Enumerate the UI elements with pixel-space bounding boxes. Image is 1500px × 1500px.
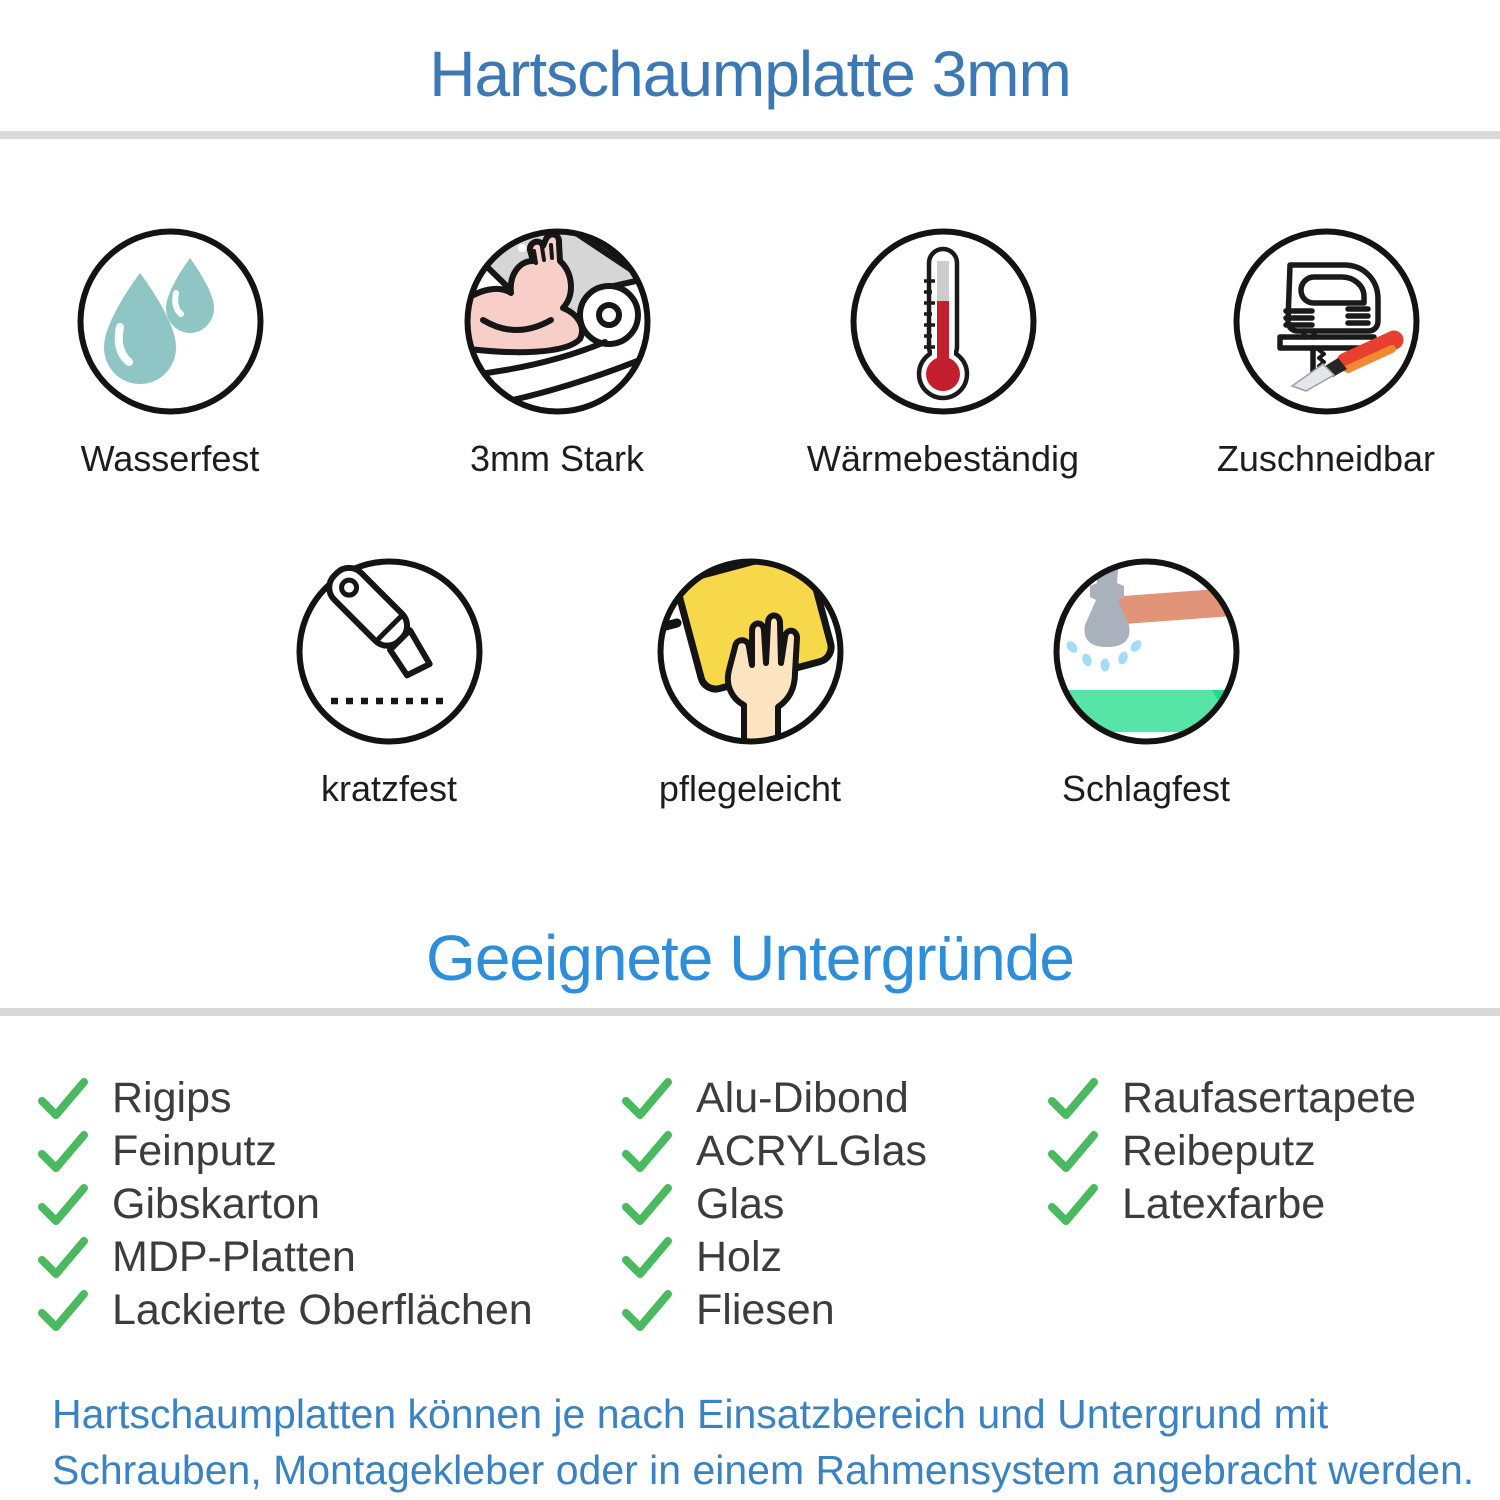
list-item bbox=[622, 1178, 927, 1231]
list-item bbox=[622, 1125, 927, 1178]
check-icon bbox=[38, 1183, 88, 1227]
list-item bbox=[622, 1072, 927, 1125]
substrates-column-1 bbox=[38, 1072, 533, 1337]
feature-waermebestaendig bbox=[793, 223, 1093, 480]
list-item-label: Holz bbox=[696, 1233, 783, 1281]
list-item bbox=[38, 1284, 533, 1337]
feature-zuschneidbar bbox=[1176, 223, 1476, 480]
feature-label: Wasserfest bbox=[80, 438, 260, 479]
mounting-note-line2: Schrauben, Montagekleber oder in einem Rahmensystem angebracht werden. bbox=[52, 1447, 1475, 1493]
check-icon bbox=[38, 1289, 88, 1333]
list-item-label: Glas bbox=[696, 1180, 785, 1228]
check-icon bbox=[1048, 1130, 1098, 1174]
list-item bbox=[622, 1231, 927, 1284]
feature-wasserfest bbox=[20, 223, 320, 480]
list-item-label: Lackierte Oberflächen bbox=[112, 1286, 533, 1334]
feature-label: kratzfest bbox=[320, 768, 458, 809]
feature-kratzfest bbox=[239, 553, 539, 810]
water-drops-icon bbox=[72, 223, 269, 420]
check-icon bbox=[38, 1130, 88, 1174]
mounting-note-line1: Hartschaumplatten können je nach Einsatzbereich und Untergrund mit bbox=[52, 1391, 1329, 1437]
divider-bottom bbox=[0, 1008, 1500, 1016]
jigsaw-cutter-icon bbox=[1228, 223, 1425, 420]
check-icon bbox=[622, 1289, 672, 1333]
list-item-label: Reibeputz bbox=[1122, 1127, 1316, 1175]
substrates-column-3 bbox=[1048, 1072, 1416, 1231]
substrates-column-2 bbox=[622, 1072, 927, 1337]
list-item-label: Fliesen bbox=[696, 1286, 835, 1334]
feature-label: Zuschneidbar bbox=[1216, 438, 1436, 479]
page-title: Hartschaumplatte 3mm bbox=[429, 38, 1071, 110]
check-icon bbox=[622, 1077, 672, 1121]
feature-label: pflegeleicht bbox=[658, 768, 842, 809]
list-item bbox=[1048, 1072, 1416, 1125]
feature-label: Schlagfest bbox=[1061, 768, 1231, 809]
feature-schlagfest bbox=[996, 553, 1296, 810]
list-item-label: Gibskarton bbox=[112, 1180, 320, 1228]
muscle-arm-icon bbox=[459, 223, 656, 420]
check-icon bbox=[38, 1077, 88, 1121]
list-item bbox=[1048, 1125, 1416, 1178]
list-item-label: Alu-Dibond bbox=[696, 1074, 909, 1122]
section-title-untergruende: Geeignete Untergründe bbox=[426, 922, 1074, 994]
list-item bbox=[38, 1125, 533, 1178]
feature-pflegeleicht bbox=[600, 553, 900, 810]
utility-knife-icon bbox=[291, 553, 488, 750]
feature-label: Wärmebeständig bbox=[806, 438, 1080, 479]
check-icon bbox=[622, 1236, 672, 1280]
list-item-label: Raufasertapete bbox=[1122, 1074, 1417, 1122]
list-item bbox=[622, 1284, 927, 1337]
mounting-note bbox=[52, 1386, 1482, 1498]
hammer-impact-icon bbox=[1048, 553, 1245, 750]
list-item-label: Rigips bbox=[112, 1074, 232, 1122]
check-icon bbox=[38, 1236, 88, 1280]
cleaning-hand-icon bbox=[652, 553, 849, 750]
divider-top bbox=[0, 131, 1500, 139]
list-item bbox=[1048, 1178, 1416, 1231]
list-item bbox=[38, 1231, 533, 1284]
list-item bbox=[38, 1072, 533, 1125]
check-icon bbox=[1048, 1077, 1098, 1121]
thermometer-icon bbox=[845, 223, 1042, 420]
list-item-label: Latexfarbe bbox=[1122, 1180, 1326, 1228]
check-icon bbox=[622, 1130, 672, 1174]
check-icon bbox=[622, 1183, 672, 1227]
check-icon bbox=[1048, 1183, 1098, 1227]
list-item-label: ACRYLGlas bbox=[696, 1127, 928, 1175]
feature-3mm-stark bbox=[407, 223, 707, 480]
list-item-label: Feinputz bbox=[112, 1127, 277, 1175]
feature-label: 3mm Stark bbox=[469, 438, 645, 479]
list-item-label: MDP-Platten bbox=[112, 1233, 356, 1281]
list-item bbox=[38, 1178, 533, 1231]
